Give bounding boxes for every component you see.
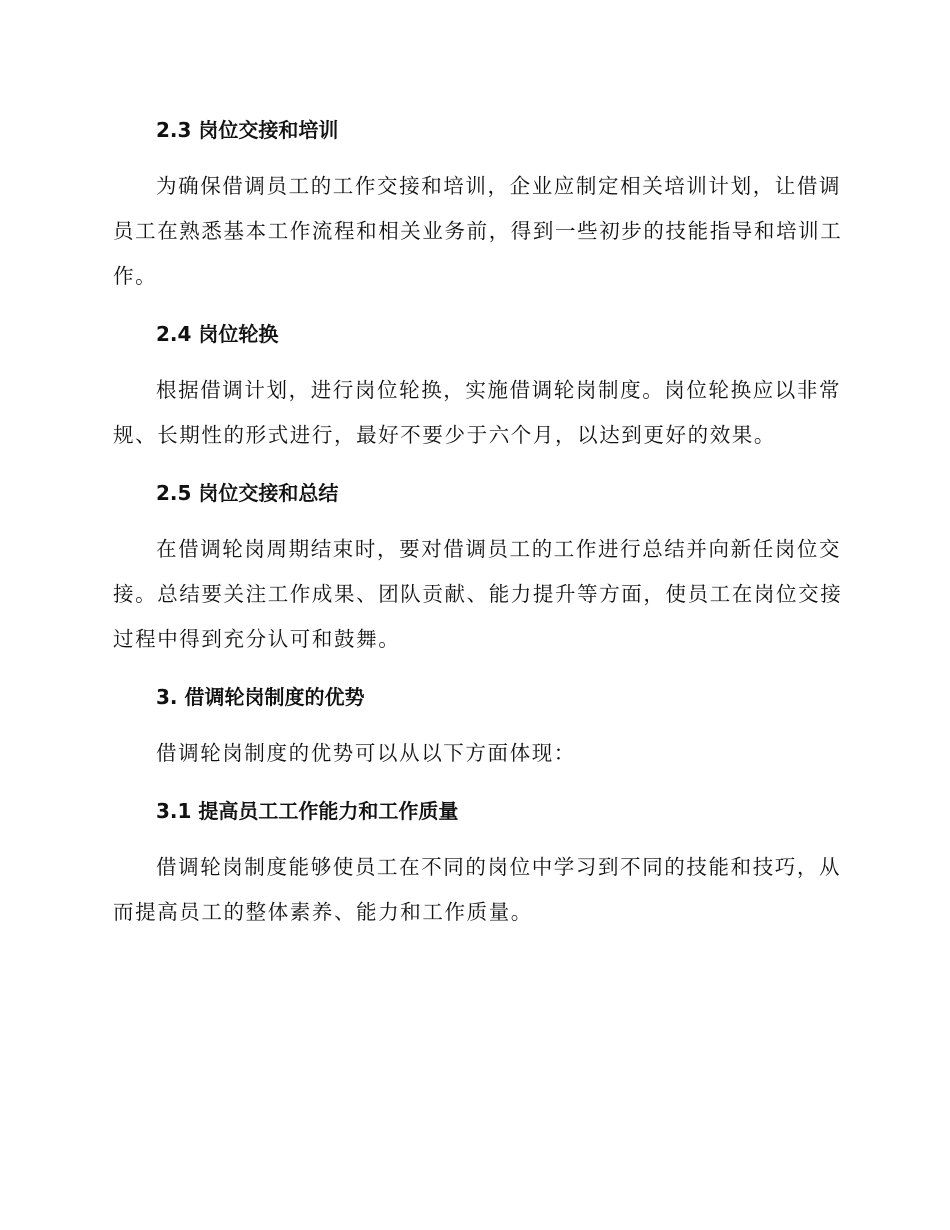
paragraph-line: 在借调轮岗周期结束时，要对借调员工的工作进行总结并向新任岗位交 [156,537,842,561]
paragraph-line: 接。总结要关注工作成果、团队贡献、能力提升等方面，使员工在岗位交接 [113,582,843,606]
paragraph-line: 借调轮岗制度能够使员工在不同的岗位中学习到不同的技能和技巧，从 [156,855,842,879]
paragraph-line: 借调轮岗制度的优势可以从以下方面体现： [156,741,576,765]
section-heading-3-1: 3.1 提高员工工作能力和工作质量 [156,799,459,823]
paragraph-line: 作。 [113,264,158,288]
paragraph-line: 根据借调计划，进行岗位轮换，实施借调轮岗制度。岗位轮换应以非常 [156,378,842,402]
section-heading-2-3: 2.3 岗位交接和培训 [156,118,339,142]
paragraph-line: 为确保借调员工的工作交接和培训，企业应制定相关培训计划，让借调 [156,174,842,198]
section-heading-3: 3. 借调轮岗制度的优势 [156,685,365,709]
paragraph-line: 员工在熟悉基本工作流程和相关业务前，得到一些初步的技能指导和培训工 [113,219,843,243]
paragraph-line: 而提高员工的整体素养、能力和工作质量。 [113,900,533,924]
section-heading-2-5: 2.5 岗位交接和总结 [156,481,339,505]
section-heading-2-4: 2.4 岗位轮换 [156,322,279,346]
paragraph-line: 过程中得到充分认可和鼓舞。 [113,627,401,651]
paragraph-line: 规、长期性的形式进行，最好不要少于六个月，以达到更好的效果。 [113,423,776,447]
